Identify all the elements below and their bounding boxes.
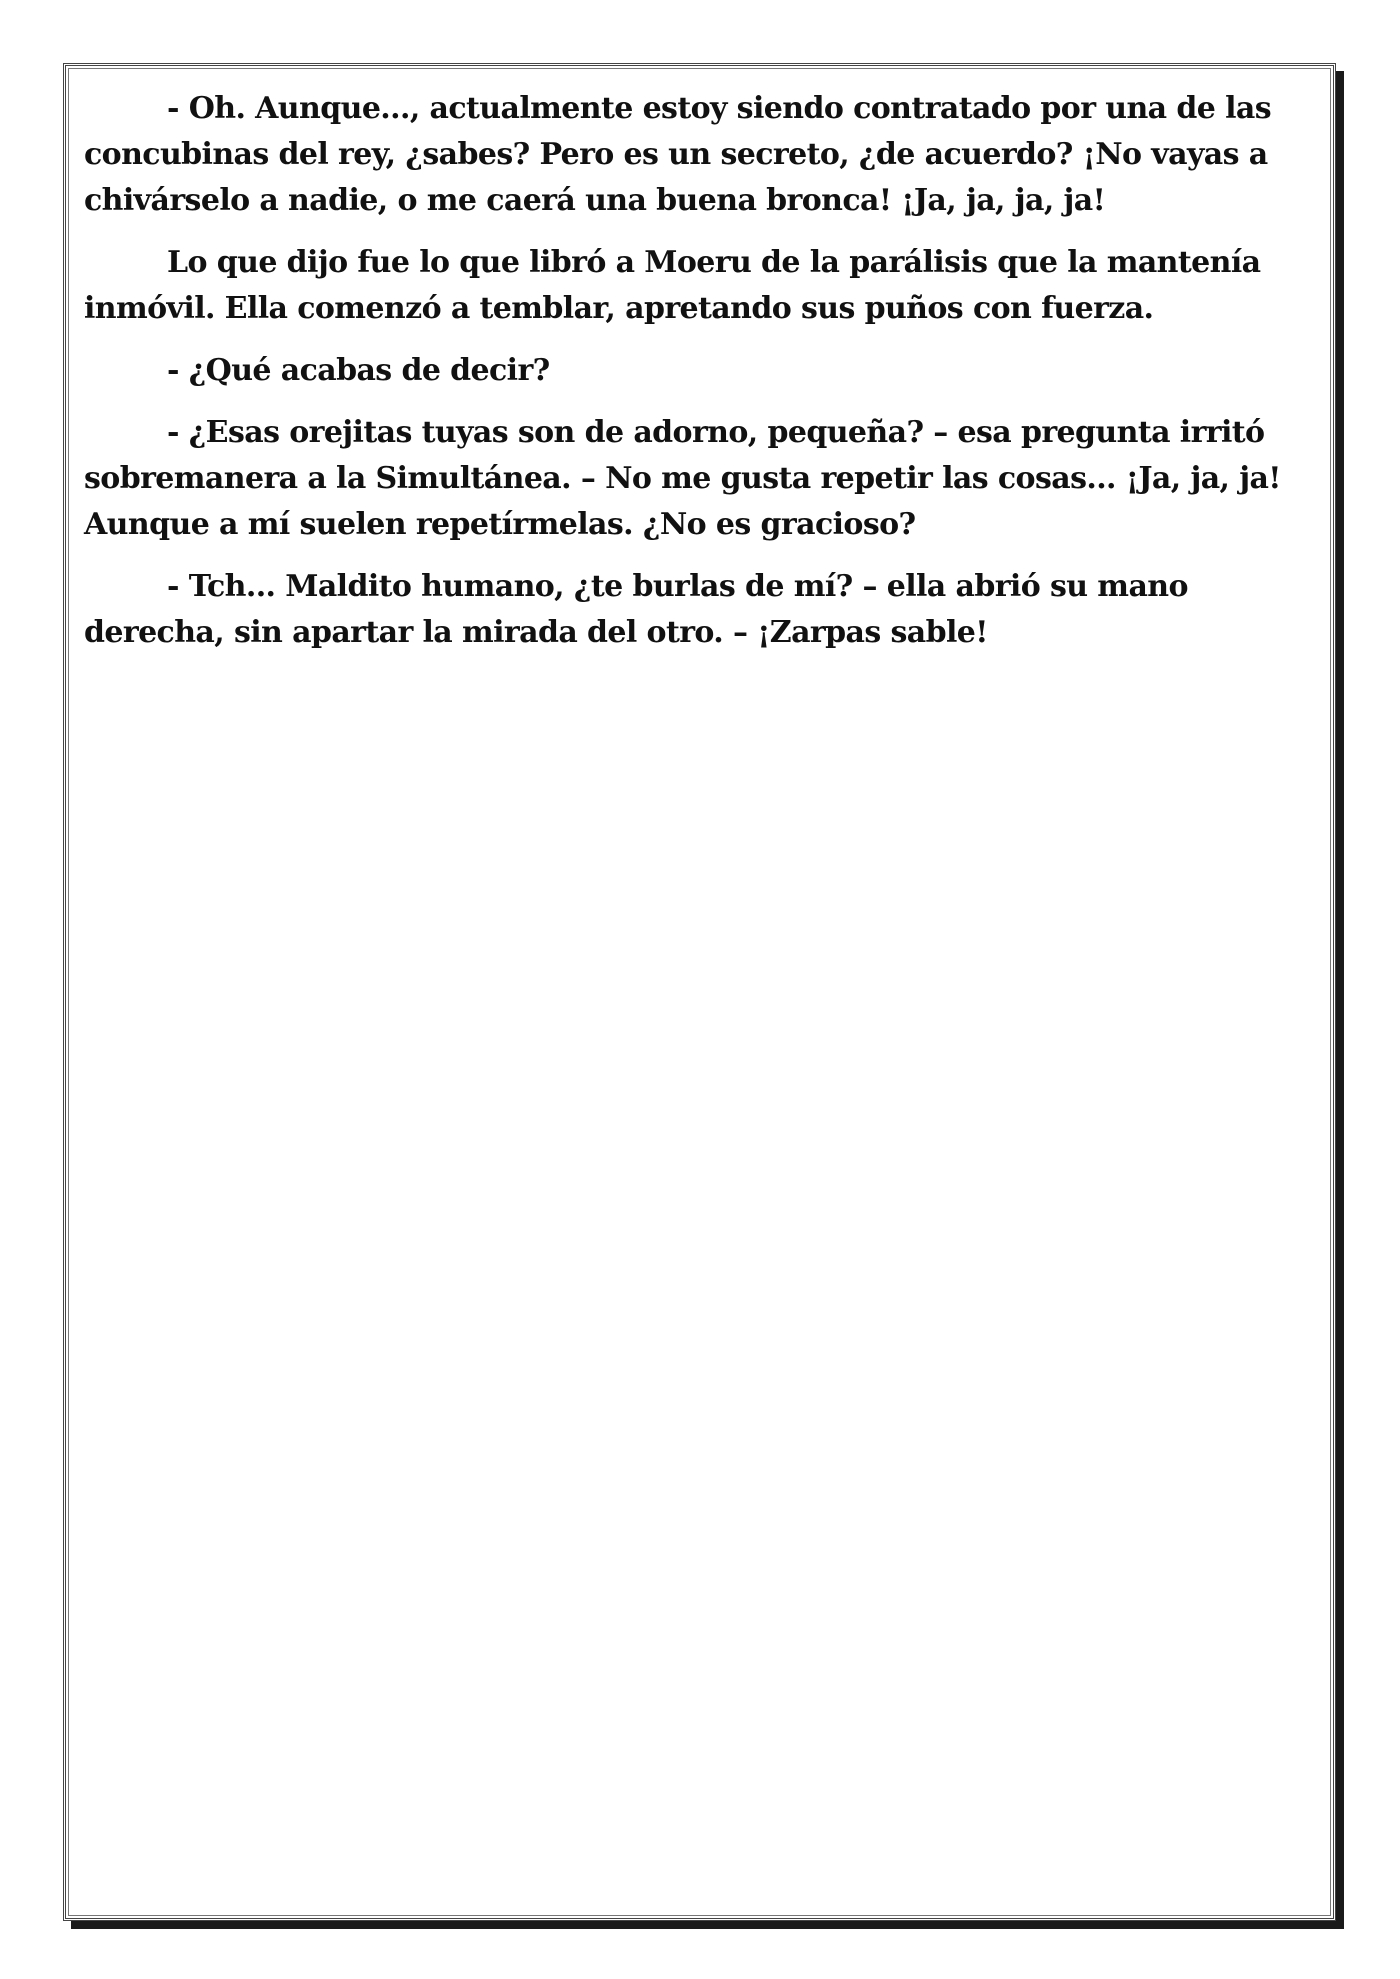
paragraph-5: - Tch... Maldito humano, ¿te burlas de mí? – ella abrió su mano derecha, sin apartar la mirada del otro. – ¡Zarpas sable!	[84, 569, 1188, 650]
page-frame	[63, 63, 1336, 1921]
page-body	[84, 86, 1314, 672]
paragraph-4: - ¿Esas orejitas tuyas son de adorno, pequeña? – esa pregunta irritó sobremanera a la Simultánea. – No me gusta repetir las cosas... ¡Ja, ja, ja! Aunque a mí suelen repetírmelas. ¿No es gracioso?	[84, 415, 1281, 542]
paragraph-1: - Oh. Aunque..., actualmente estoy siendo contratado por una de las concubinas del rey, ¿sabes? Pero es un secreto, ¿de acuerdo? ¡No vayas a chivárselo a nadie, o me caerá una buena bronca! ¡Ja, ja, ja, ja!	[84, 91, 1271, 218]
paragraph-2: Lo que dijo fue lo que libró a Moeru de la parálisis que la mantenía inmóvil. Ella comenzó a temblar, apretando sus puños con fuerza.	[84, 245, 1261, 326]
paragraph-3: - ¿Qué acabas de decir?	[167, 353, 550, 388]
